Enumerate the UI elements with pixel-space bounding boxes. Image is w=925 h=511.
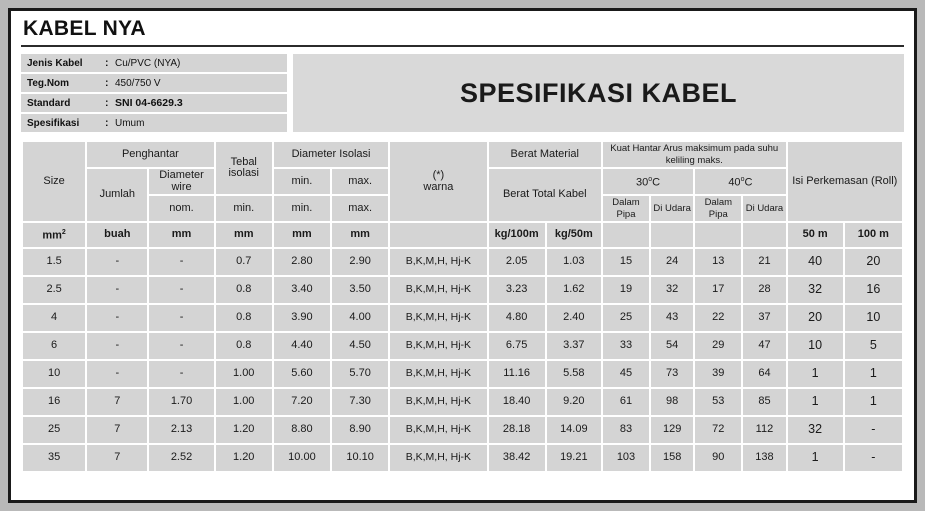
info-value: 450/750 V [115, 77, 161, 89]
col-header-warna-line2: warna [423, 180, 454, 193]
cell-40-dalam-pipa: 72 [695, 417, 741, 443]
cell-roll-100m: - [845, 445, 902, 471]
cell-40-dalam-pipa: 17 [695, 277, 741, 303]
col-header-warna [390, 142, 486, 221]
cable-info-box [21, 54, 287, 132]
info-row-jenis-kabel [21, 54, 287, 72]
spec-sheet [8, 8, 917, 503]
cell-roll-50m: 1 [788, 389, 843, 415]
cell-jumlah: - [87, 361, 147, 387]
cell-30-dalam-pipa: 15 [603, 249, 649, 275]
cell-tebal-isolasi: 1.00 [216, 361, 272, 387]
info-label: Spesifikasi [27, 117, 80, 129]
header-band [21, 54, 904, 132]
cell-berat-kg100m: 6.75 [489, 333, 545, 359]
cell-berat-kg100m: 11.16 [489, 361, 545, 387]
cell-roll-50m: 32 [788, 417, 843, 443]
cell-30-di-udara: 24 [651, 249, 693, 275]
unit-mm-sup: 2 [61, 229, 66, 237]
cell-berat-kg50m: 9.20 [547, 389, 601, 415]
title-divider [21, 45, 904, 47]
cell-diameter-max: 7.30 [332, 389, 388, 415]
table-row [23, 445, 902, 471]
cell-tebal-isolasi: 1.20 [216, 445, 272, 471]
cell-40-di-udara: 28 [743, 277, 785, 303]
cell-jumlah: - [87, 249, 147, 275]
cell-30-dalam-pipa: 19 [603, 277, 649, 303]
cell-30-di-udara: 43 [651, 305, 693, 331]
cell-diameter-wire: - [149, 277, 213, 303]
cell-40-dalam-pipa: 13 [695, 249, 741, 275]
cell-jumlah: 7 [87, 389, 147, 415]
cell-tebal-isolasi: 0.8 [216, 333, 272, 359]
info-label: Standard [27, 97, 71, 109]
table-row [23, 277, 902, 303]
cell-size: 6 [23, 333, 85, 359]
info-colon: : [105, 77, 109, 89]
cell-30-dalam-pipa: 61 [603, 389, 649, 415]
cell-size: 4 [23, 305, 85, 331]
cell-berat-kg100m: 18.40 [489, 389, 545, 415]
cell-40-di-udara: 138 [743, 445, 785, 471]
unit-size [23, 223, 85, 247]
cell-diameter-min: 10.00 [274, 445, 330, 471]
info-colon: : [105, 97, 109, 109]
cell-roll-100m: 10 [845, 305, 902, 331]
cell-30-dalam-pipa: 103 [603, 445, 649, 471]
cell-size: 16 [23, 389, 85, 415]
cell-diameter-max: 4.00 [332, 305, 388, 331]
cell-40-dalam-pipa: 53 [695, 389, 741, 415]
unit-mm: mm [42, 230, 62, 243]
spec-banner [293, 54, 904, 132]
cell-30-di-udara: 54 [651, 333, 693, 359]
info-row-tegangan-nominal [21, 74, 287, 92]
cell-tebal-isolasi: 0.8 [216, 305, 272, 331]
col-header-30-dalam-pipa: Dalam Pipa [603, 196, 649, 221]
unit-40-di-udara-empty [743, 223, 785, 247]
info-value: SNI 04-6629.3 [115, 97, 183, 109]
info-value: Umum [115, 117, 145, 129]
col-header-berat-material: Berat Material [489, 142, 601, 167]
cell-diameter-wire: 2.52 [149, 445, 213, 471]
spec-banner-text: SPESIFIKASI KABEL [459, 77, 738, 108]
cell-roll-50m: 10 [788, 333, 843, 359]
cell-diameter-wire: 1.70 [149, 389, 213, 415]
cell-warna: B,K,M,H, Hj-K [390, 305, 486, 331]
table-unit-row [23, 223, 902, 247]
cell-size: 2.5 [23, 277, 85, 303]
table-header-row-1 [23, 142, 902, 167]
cell-40-dalam-pipa: 39 [695, 361, 741, 387]
cell-jumlah: - [87, 333, 147, 359]
cell-tebal-isolasi: 1.20 [216, 417, 272, 443]
info-value: Cu/PVC (NYA) [115, 57, 181, 69]
cell-diameter-wire: - [149, 361, 213, 387]
cell-roll-50m: 32 [788, 277, 843, 303]
cell-30-dalam-pipa: 83 [603, 417, 649, 443]
col-header-diameter-isolasi-min: min. [274, 196, 330, 221]
page-title: KABEL NYA [23, 17, 146, 40]
unit-tebal-isolasi: mm [216, 223, 272, 247]
info-colon: : [105, 117, 109, 129]
cell-diameter-min: 2.80 [274, 249, 330, 275]
cell-warna: B,K,M,H, Hj-K [390, 445, 486, 471]
col-header-suhu-40 [695, 169, 785, 194]
cell-diameter-max: 4.50 [332, 333, 388, 359]
col-header-diameter-wire-nom: nom. [149, 196, 213, 221]
cell-berat-kg50m: 1.03 [547, 249, 601, 275]
table-row [23, 417, 902, 443]
col-header-penghantar: Penghantar [87, 142, 213, 167]
cell-30-di-udara: 32 [651, 277, 693, 303]
cell-warna: B,K,M,H, Hj-K [390, 389, 486, 415]
cell-berat-kg50m: 3.37 [547, 333, 601, 359]
cell-roll-50m: 40 [788, 249, 843, 275]
col-header-warna-line1: (*) [432, 169, 445, 181]
info-label: Teg.Nom [27, 77, 70, 89]
cell-diameter-wire: - [149, 249, 213, 275]
table-row [23, 249, 902, 275]
cell-berat-kg50m: 19.21 [547, 445, 601, 471]
col-header-diameter-isolasi-max: max. [332, 196, 388, 221]
col-header-jumlah: Jumlah [87, 169, 147, 221]
col-header-diameter-min: min. [274, 169, 330, 194]
cable-spec-table [21, 140, 904, 473]
cell-warna: B,K,M,H, Hj-K [390, 333, 486, 359]
cell-30-di-udara: 158 [651, 445, 693, 471]
unit-diameter-min: mm [274, 223, 330, 247]
cell-30-dalam-pipa: 45 [603, 361, 649, 387]
cell-diameter-min: 3.90 [274, 305, 330, 331]
cell-jumlah: - [87, 277, 147, 303]
cell-40-dalam-pipa: 29 [695, 333, 741, 359]
cell-diameter-max: 10.10 [332, 445, 388, 471]
col-header-diameter-wire: Diameter wire [149, 169, 213, 194]
cell-roll-100m: 20 [845, 249, 902, 275]
cell-warna: B,K,M,H, Hj-K [390, 417, 486, 443]
table-row [23, 305, 902, 331]
cell-40-di-udara: 112 [743, 417, 785, 443]
cell-40-di-udara: 47 [743, 333, 785, 359]
celsius-sign: C [652, 176, 661, 189]
cell-jumlah: 7 [87, 445, 147, 471]
cell-berat-kg100m: 38.42 [489, 445, 545, 471]
table-row [23, 361, 902, 387]
table-row [23, 389, 902, 415]
cell-30-di-udara: 98 [651, 389, 693, 415]
cell-diameter-min: 7.20 [274, 389, 330, 415]
info-row-standard [21, 94, 287, 112]
cell-diameter-max: 5.70 [332, 361, 388, 387]
cell-diameter-min: 8.80 [274, 417, 330, 443]
cell-roll-100m: 16 [845, 277, 902, 303]
cell-40-di-udara: 64 [743, 361, 785, 387]
celsius-sign: C [744, 176, 753, 189]
cell-warna: B,K,M,H, Hj-K [390, 277, 486, 303]
cell-berat-kg50m: 5.58 [547, 361, 601, 387]
col-header-berat-total-kabel: Berat Total Kabel [489, 169, 601, 221]
unit-jumlah: buah [87, 223, 147, 247]
cell-roll-100m: 5 [845, 333, 902, 359]
unit-berat-kg100m: kg/100m [489, 223, 545, 247]
cell-berat-kg50m: 14.09 [547, 417, 601, 443]
col-header-diameter-isolasi: Diameter Isolasi [274, 142, 388, 167]
col-header-isi-perkemasan: Isi Perkemasan (Roll) [788, 142, 902, 221]
unit-30-dalam-pipa-empty [603, 223, 649, 247]
cell-diameter-min: 4.40 [274, 333, 330, 359]
cell-tebal-isolasi: 0.8 [216, 277, 272, 303]
cell-jumlah: 7 [87, 417, 147, 443]
col-header-tebal-isolasi: Tebal isolasi [216, 142, 272, 194]
degree-sign: o [648, 175, 653, 183]
cell-berat-kg100m: 28.18 [489, 417, 545, 443]
cell-roll-50m: 1 [788, 361, 843, 387]
degree-sign: o [740, 175, 745, 183]
cell-diameter-wire: 2.13 [149, 417, 213, 443]
unit-30-di-udara-empty [651, 223, 693, 247]
cell-berat-kg50m: 1.62 [547, 277, 601, 303]
info-colon: : [105, 57, 109, 69]
col-header-40-di-udara: Di Udara [743, 196, 785, 221]
cell-diameter-min: 5.60 [274, 361, 330, 387]
cell-berat-kg100m: 4.80 [489, 305, 545, 331]
cell-size: 25 [23, 417, 85, 443]
cell-size: 35 [23, 445, 85, 471]
cell-diameter-max: 2.90 [332, 249, 388, 275]
col-header-suhu-30 [603, 169, 693, 194]
table-row [23, 333, 902, 359]
cell-40-di-udara: 21 [743, 249, 785, 275]
unit-roll-50m: 50 m [788, 223, 843, 247]
cell-diameter-wire: - [149, 305, 213, 331]
cell-40-di-udara: 37 [743, 305, 785, 331]
cell-roll-100m: 1 [845, 361, 902, 387]
cell-40-di-udara: 85 [743, 389, 785, 415]
cell-warna: B,K,M,H, Hj-K [390, 249, 486, 275]
cell-30-di-udara: 129 [651, 417, 693, 443]
col-header-size: Size [23, 142, 85, 221]
suhu-40-value: 40 [728, 176, 741, 189]
cell-diameter-min: 3.40 [274, 277, 330, 303]
cell-berat-kg100m: 2.05 [489, 249, 545, 275]
unit-40-dalam-pipa-empty [695, 223, 741, 247]
suhu-30-value: 30 [636, 176, 649, 189]
cell-berat-kg100m: 3.23 [489, 277, 545, 303]
cell-berat-kg50m: 2.40 [547, 305, 601, 331]
cell-size: 10 [23, 361, 85, 387]
col-header-tebal-isolasi-min: min. [216, 196, 272, 221]
col-header-kuat-hantar-arus: Kuat Hantar Arus maksimum pada suhu keliling maks. [603, 142, 786, 167]
cell-30-dalam-pipa: 25 [603, 305, 649, 331]
cell-roll-50m: 1 [788, 445, 843, 471]
unit-diameter-wire: mm [149, 223, 213, 247]
col-header-40-dalam-pipa: Dalam Pipa [695, 196, 741, 221]
cell-diameter-max: 8.90 [332, 417, 388, 443]
cell-roll-50m: 20 [788, 305, 843, 331]
cell-40-dalam-pipa: 22 [695, 305, 741, 331]
info-row-spesifikasi [21, 114, 287, 132]
cell-jumlah: - [87, 305, 147, 331]
info-label: Jenis Kabel [27, 57, 83, 69]
cell-30-dalam-pipa: 33 [603, 333, 649, 359]
cell-40-dalam-pipa: 90 [695, 445, 741, 471]
table-body [23, 249, 902, 471]
cell-tebal-isolasi: 0.7 [216, 249, 272, 275]
col-header-diameter-max: max. [332, 169, 388, 194]
col-header-30-di-udara: Di Udara [651, 196, 693, 221]
cell-30-di-udara: 73 [651, 361, 693, 387]
unit-warna-empty [390, 223, 486, 247]
cell-size: 1.5 [23, 249, 85, 275]
cell-roll-100m: 1 [845, 389, 902, 415]
cell-tebal-isolasi: 1.00 [216, 389, 272, 415]
cell-diameter-max: 3.50 [332, 277, 388, 303]
cell-diameter-wire: - [149, 333, 213, 359]
cell-warna: B,K,M,H, Hj-K [390, 361, 486, 387]
unit-berat-kg50m: kg/50m [547, 223, 601, 247]
cell-roll-100m: - [845, 417, 902, 443]
unit-roll-100m: 100 m [845, 223, 902, 247]
unit-diameter-max: mm [332, 223, 388, 247]
